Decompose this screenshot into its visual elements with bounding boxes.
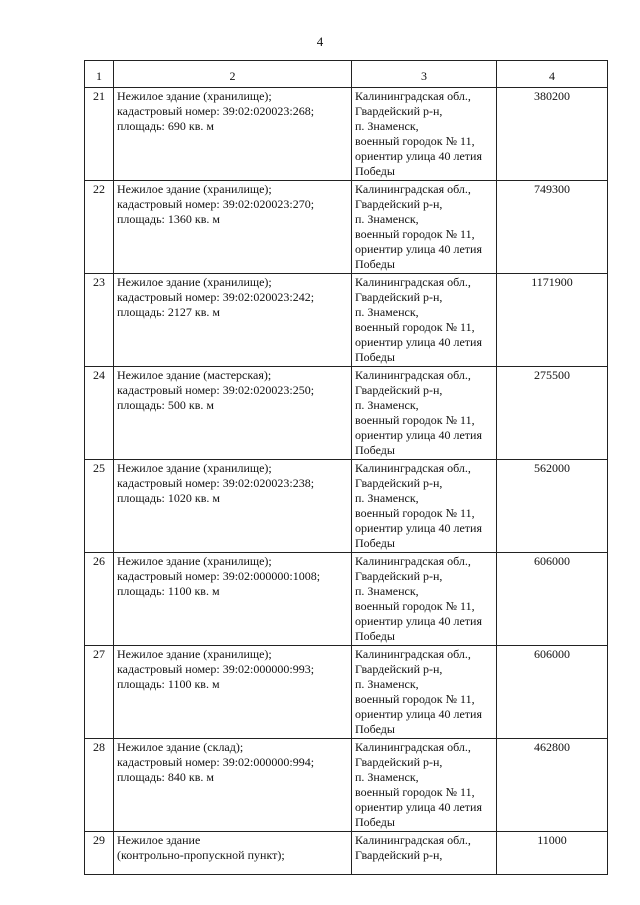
property-value: 606000 <box>497 646 608 739</box>
property-address: Калининградская обл., Гвардейский р-н, п. Знаменск, военный городок № 11, ориентир улица 40 летия Победы <box>352 181 497 274</box>
header-col-4: 4 <box>497 61 608 88</box>
property-value: 380200 <box>497 88 608 181</box>
row-number: 25 <box>85 460 114 553</box>
property-value: 11000 <box>497 832 608 875</box>
row-number: 23 <box>85 274 114 367</box>
row-number: 28 <box>85 739 114 832</box>
property-value: 1171900 <box>497 274 608 367</box>
row-number: 22 <box>85 181 114 274</box>
table-row <box>85 367 608 460</box>
header-col-2: 2 <box>114 61 352 88</box>
property-address: Калининградская обл., Гвардейский р-н, п. Знаменск, военный городок № 11, ориентир улица 40 летия Победы <box>352 367 497 460</box>
property-description: Нежилое здание (мастерская); кадастровый номер: 39:02:020023:250; площадь: 500 кв. м <box>114 367 352 460</box>
table-row <box>85 274 608 367</box>
property-description: Нежилое здание (хранилище); кадастровый номер: 39:02:000000:1008; площадь: 1100 кв. м <box>114 553 352 646</box>
property-description: Нежилое здание (хранилище); кадастровый номер: 39:02:020023:268; площадь: 690 кв. м <box>114 88 352 181</box>
property-description: Нежилое здание (склад); кадастровый номер: 39:02:000000:994; площадь: 840 кв. м <box>114 739 352 832</box>
property-address: Калининградская обл., Гвардейский р-н, п. Знаменск, военный городок № 11, ориентир улица 40 летия Победы <box>352 553 497 646</box>
table-row <box>85 832 608 875</box>
property-description: Нежилое здание (контрольно-пропускной пункт); <box>114 832 352 875</box>
row-number: 27 <box>85 646 114 739</box>
property-value: 462800 <box>497 739 608 832</box>
table-row <box>85 646 608 739</box>
property-description: Нежилое здание (хранилище); кадастровый номер: 39:02:020023:242; площадь: 2127 кв. м <box>114 274 352 367</box>
row-number: 24 <box>85 367 114 460</box>
row-number: 21 <box>85 88 114 181</box>
property-description: Нежилое здание (хранилище); кадастровый номер: 39:02:020023:270; площадь: 1360 кв. м <box>114 181 352 274</box>
property-address: Калининградская обл., Гвардейский р-н, п. Знаменск, военный городок № 11, ориентир улица 40 летия Победы <box>352 460 497 553</box>
page-number: 4 <box>316 34 324 49</box>
table-row <box>85 181 608 274</box>
property-address: Калининградская обл., Гвардейский р-н, п. Знаменск, военный городок № 11, ориентир улица 40 летия Победы <box>352 274 497 367</box>
row-number: 26 <box>85 553 114 646</box>
table-row <box>85 460 608 553</box>
table-row <box>85 88 608 181</box>
header-col-1: 1 <box>85 61 114 88</box>
property-address: Калининградская обл., Гвардейский р-н, п. Знаменск, военный городок № 11, ориентир улица 40 летия Победы <box>352 646 497 739</box>
header-col-3: 3 <box>352 61 497 88</box>
table-row <box>85 739 608 832</box>
property-value: 562000 <box>497 460 608 553</box>
property-value: 275500 <box>497 367 608 460</box>
property-address: Калининградская обл., Гвардейский р-н, п. Знаменск, военный городок № 11, ориентир улица 40 летия Победы <box>352 88 497 181</box>
property-description: Нежилое здание (хранилище); кадастровый номер: 39:02:020023:238; площадь: 1020 кв. м <box>114 460 352 553</box>
row-number: 29 <box>85 832 114 875</box>
table-row <box>85 553 608 646</box>
property-description: Нежилое здание (хранилище); кадастровый номер: 39:02:000000:993; площадь: 1100 кв. м <box>114 646 352 739</box>
property-address: Калининградская обл., Гвардейский р-н, п. Знаменск, военный городок № 11, ориентир улица 40 летия Победы <box>352 739 497 832</box>
property-address: Калининградская обл., Гвардейский р-н, <box>352 832 497 875</box>
property-value: 606000 <box>497 553 608 646</box>
table-header-row <box>85 61 608 88</box>
property-table <box>84 60 608 875</box>
property-value: 749300 <box>497 181 608 274</box>
